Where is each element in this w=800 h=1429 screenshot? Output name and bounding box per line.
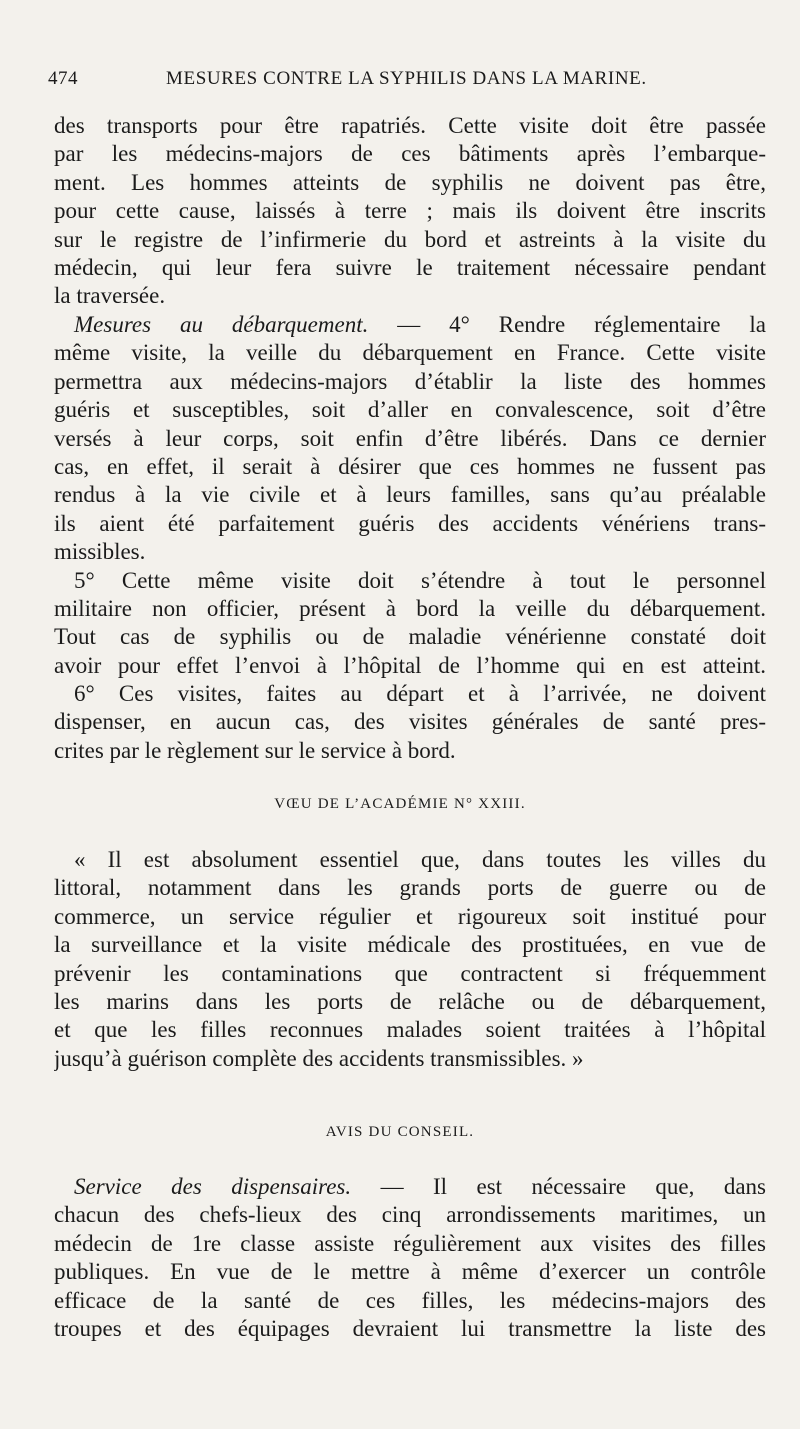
text-line: pour cette cause, laissés à terre ; mais ils doivent être inscrits: [54, 198, 766, 224]
text-line: chacun des chefs-lieux des cinq arrondissements maritimes, un: [54, 1202, 766, 1228]
section-lead-title: Service des dispensaires.: [74, 1174, 352, 1199]
text-line: les marins dans les ports de relâche ou de débarquement,: [54, 988, 766, 1014]
text-line: la surveillance et la visite médicale des prostituées, en vue de: [54, 932, 766, 958]
page-number: 474: [48, 68, 78, 89]
text-line: cas, en effet, il serait à désirer que ces hommes ne fussent pas: [54, 453, 766, 479]
paragraph-mesures-debarquement: [54, 311, 766, 765]
quoted-resolution: [54, 846, 766, 1073]
text-line: littoral, notamment dans les grands ports de guerre ou de: [54, 875, 766, 901]
text-line: efficace de la santé de ces filles, les médecins-majors des: [54, 1287, 766, 1313]
text-line: militaire non officier, présent à bord la veille du débarquement.: [54, 595, 766, 621]
section-heading-voeu: VŒU DE L’ACADÉMIE N° XXIII.: [274, 796, 526, 812]
text-line: médecin, qui leur fera suivre le traitement nécessaire pendant: [54, 254, 766, 280]
text-line: Tout cas de syphilis ou de maladie vénérienne constaté doit: [54, 624, 766, 650]
text-line: [54, 1173, 766, 1201]
text-line: jusqu’à guérison complète des accidents transmissibles. »: [54, 1045, 584, 1071]
text-line: [54, 311, 766, 339]
text-line: par les médecins-majors de ces bâtiments après l’embarque-: [54, 141, 766, 167]
text-line: et que les filles reconnues malades soient traitées à l’hôpital: [54, 1017, 766, 1043]
text-line: 6° Ces visites, faites au départ et à l’arrivée, ne doivent: [74, 681, 766, 707]
text-line: même visite, la veille du débarquement en France. Cette visite: [54, 340, 766, 366]
text-line: prévenir les contaminations que contractent si fréquemment: [54, 960, 766, 986]
text-line: sur le registre de l’infirmerie du bord et astreints à la visite du: [54, 226, 766, 252]
section-heading-avis: AVIS DU CONSEIL.: [325, 1124, 475, 1140]
text-line: permettra aux médecins-majors d’établir la liste des hommes: [54, 368, 766, 394]
text-line: « Il est absolument essentiel que, dans toutes les villes du: [74, 847, 766, 872]
text-line: rendus à la vie civile et à leurs familles, sans qu’au préalable: [54, 482, 766, 508]
text-line: 5° Cette même visite doit s’étendre à tout le personnel: [74, 567, 766, 593]
page-header: [48, 68, 752, 98]
text-line: des transports pour être rapatriés. Cette visite doit être passée: [54, 113, 766, 138]
text-line: la traversée.: [54, 283, 166, 309]
text-line: missibles.: [54, 539, 146, 565]
text-line: ment. Les hommes atteints de syphilis ne doivent pas être,: [54, 169, 766, 195]
section-lead-text: — Il est nécessaire que, dans: [351, 1174, 766, 1199]
text-line: troupes et des équipages devraient lui transmettre la liste des: [54, 1315, 766, 1341]
text-line: avoir pour effet l’envoi à l’hôpital de l’homme qui en est atteint.: [54, 652, 766, 678]
section-lead-text: — 4° Rendre réglementaire la: [368, 312, 766, 337]
text-line: commerce, un service régulier et rigoureux soit institué pour: [54, 903, 766, 929]
paragraph-dispensaires: [54, 1173, 766, 1343]
text-line: ils aient été parfaitement guéris des accidents vénériens trans-: [54, 510, 766, 536]
section-lead-title: Mesures au débarquement.: [74, 312, 369, 337]
text-line: versés à leur corps, soit enfin d’être libérés. Dans ce dernier: [54, 425, 766, 451]
running-title: MESURES CONTRE LA SYPHILIS DANS LA MARINE.: [166, 68, 647, 89]
text-line: médecin de 1re classe assiste régulièrement aux visites des filles: [54, 1230, 766, 1256]
text-line: crites par le règlement sur le service à bord.: [54, 737, 456, 763]
text-line: dispenser, en aucun cas, des visites générales de santé pres-: [54, 709, 766, 735]
paragraph-continuation: [54, 112, 766, 311]
text-line: guéris et susceptibles, soit d’aller en convalescence, soit d’être: [54, 397, 766, 423]
text-line: publiques. En vue de le mettre à même d’exercer un contrôle: [54, 1259, 766, 1285]
